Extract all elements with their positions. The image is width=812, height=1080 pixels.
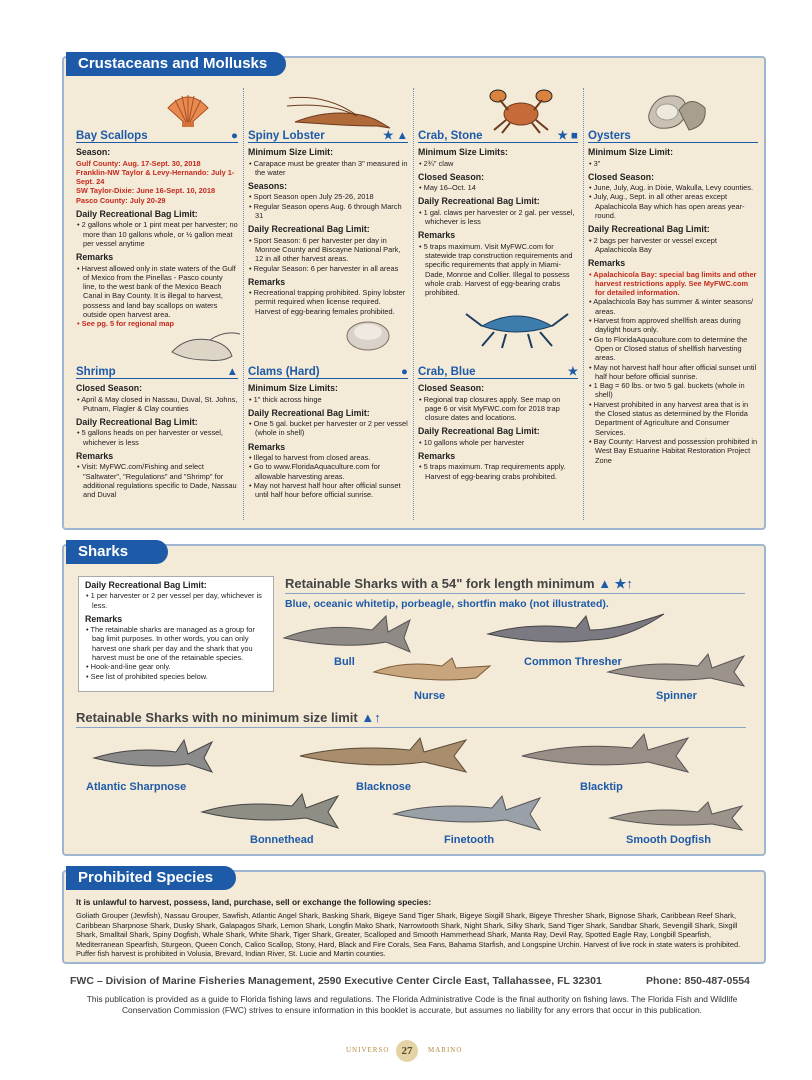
blacknose-icon <box>298 734 468 776</box>
fork-length-title: Retainable Sharks with a 54" fork length minimum ▲ ★↑ <box>285 576 633 591</box>
prohibited-header: Prohibited Species <box>66 866 236 890</box>
blue-crab-icon <box>462 300 572 350</box>
prohibited-list: Goliath Grouper (Jewfish), Nassau Grouper, Sawfish, Atlantic Angel Shark, Basking Shark, Bigeye Sand Tiger Shark, Bigeye Sixgill Shark, Bigeye Thresher Shark, Bignose Shark, Caribbean Reef Shark, Caribbean Sharpnose Shark, Dusky Shark, Galapagos Shark, Lemon Shark, Longfin Mako Shark, Narrowtooth Shark, Night Shark, Silky Shark, Sand Tiger Shark, Sandbar Shark, Sevengill Shark, Sixgill Shark, Smalltail Shark, Spiny Dogfish, Whale Shark, White Shark, Tiger Shark, Greater, Scalloped and Smooth Hammerhead Shark, Manta Ray, Devil Ray, Spotted Eagle Ray, Longbill Spearfish, Mediterranean Spearfish, Sturgeon, Queen Conch, Calico Scallop, Stony, Hard, Black and Fire Corals, Sea Fans, Bahama Starfish, and Longspine Urchin. Harvest of live rock in state waters is prohibited. Puffer fish harvest is prohibited in Volusia, Brevard, Indian River, St. Lucie and Martin counties. <box>76 911 741 959</box>
shark-name-bonnethead: Bonnethead <box>250 834 314 846</box>
divider <box>413 88 414 520</box>
bonnethead-icon <box>200 790 340 832</box>
oyster-icon <box>645 90 707 134</box>
sharks-header: Sharks <box>66 540 168 564</box>
shark-name-spinner: Spinner <box>656 690 697 702</box>
page-footer-left: UNIVERSO <box>346 1046 390 1054</box>
scallop-icon <box>165 92 211 128</box>
lobster-icon <box>285 92 395 132</box>
bay-scallops-title: Bay Scallops ● <box>76 130 238 142</box>
blacktip-icon <box>520 732 690 776</box>
page-footer-right: MARINO <box>428 1046 463 1054</box>
shark-name-bull: Bull <box>334 656 355 668</box>
stone-crab-section: Crab, Stone ★ ■ Minimum Size Limits: • 2¾" claw Closed Season: • May 16–Oct. 14 Daily Recreational Bag Limit: • 1 gal. claws per harvester or 2 gal. per vessel, whichever is less Remarks • 5 traps maximum. Visit MyFWC.com for statewide trap construction requirements and specific requirements that apply in Miami-Dade, Monroe and Collier. Illegal to possess whole crab. Harvest of egg-bearing crabs prohibited. <box>418 132 578 297</box>
spinner-shark-icon <box>606 650 746 690</box>
divider <box>583 88 584 520</box>
footer-phone: Phone: 850-487-0554 <box>646 975 750 987</box>
no-minimum-title: Retainable Sharks with no minimum size limit ▲↑ <box>76 710 381 725</box>
oysters-section: Oysters Minimum Size Limit: • 3" Closed Season: • June, July, Aug. in Dixie, Wakulla, Levy counties. • July, Aug., Sept. in all other areas except Apalachicola Bay which has open areas year-round. Daily Recreational Bag Limit: • 2 bags per harvester or vessel except Apalachicola Bay Remarks • Apalachicola Bay: special bag limits and other harvest restrictions apply. See MyFWC.com for detailed information. • Apalachicola Bay has summer & winter seasons/ areas. • Harvest from approved shellfish areas during daylight hours only. • Go to FloridaAquaculture.com to determine the Open or Closed status of shellfish harvesting areas. • May not harvest half hour after official sunset until half hour before official sunrise. • 1 Bag = 60 lbs. or two 5 gal. buckets (whole in shell) • Harvest prohibited in any harvest area that is in the Closed status as determined by the Florida Department of Agriculture and Consumer Services. • Bay County: Harvest and possession prohibited in West Bay Estuarine Habitat Restoration Project Zone <box>588 132 758 465</box>
blue-crab-section: Crab, Blue ★ Closed Season: • Regional trap closures apply. See map on page 6 or visit MyFWC.com for 2018 trap closure dates and locations. Daily Recreational Bag Limit: • 10 gallons whole per harvester Remarks • 5 traps maximum. Trap requirements apply. Harvest of egg-bearing crabs prohibited. <box>418 368 578 481</box>
oysters-title: Oysters <box>588 132 758 143</box>
crustaceans-header: Crustaceans and Mollusks <box>66 52 286 76</box>
shark-rules-box: Daily Recreational Bag Limit: • 1 per harvester or 2 per vessel per day, whichever is less. Remarks • The retainable sharks are managed as a group for bag limit purposes. In other words, you can only harvest one shark per day and the shark that you harvest must be one of the retainable species. • Hook-and-line gear only. • See list of prohibited species below. <box>78 576 274 692</box>
shark-name-atlantic-sharpnose: Atlantic Sharpnose <box>86 781 187 793</box>
thresher-shark-icon <box>486 612 666 654</box>
clams-section: Clams (Hard) ● Minimum Size Limits: • 1" thick across hinge Daily Recreational Bag Limit: • One 5 gal. bucket per harvester or 2 per vessel (whole in shell) Remarks • Illegal to harvest from closed areas. • Go to www.FloridaAquaculture.com for allowable harvesting areas. • May not harvest half hour after official sunset until half hour before official sunrise. <box>248 368 408 500</box>
shark-name-common-thresher: Common Thresher <box>524 656 622 668</box>
spiny-lobster-title: Spiny Lobster ★ ▲ <box>248 130 408 142</box>
fork-length-subtitle: Blue, oceanic whitetip, porbeagle, shortfin mako (not illustrated). <box>285 598 609 610</box>
shrimp-icon <box>166 330 242 366</box>
clam-icon <box>345 318 391 352</box>
stone-crab-icon <box>488 84 554 134</box>
spiny-lobster-section: Spiny Lobster ★ ▲ Minimum Size Limit: • Carapace must be greater than 3" measured in the water Seasons: • Sport Season open July 25-26, 2018 • Regular Season opens Aug. 6 through March 31 Daily Recreational Bag Limit: • Sport Season: 6 per harvester per day in Monroe County and Biscayne National Park, 12 in all other harvest areas. • Regular Season: 6 per harvester in all areas Remarks • Recreational trapping prohibited. Spiny lobster permit required when license required. Harvest of egg-bearing females prohibited. <box>248 132 408 316</box>
footer-contact: FWC – Division of Marine Fisheries Management, 2590 Executive Center Circle East, Tallahassee, FL 32301 <box>70 975 602 987</box>
bull-shark-icon <box>282 612 412 656</box>
page-number: 27 <box>396 1040 418 1062</box>
bay-scallops-section: Bay Scallops ● Season: Gulf County: Aug. 17-Sept. 30, 2018 Franklin-NW Taylor & Levy-Hernando: July 1-Sept. 24 SW Taylor-Dixie: June 16-Sept. 10, 2018 Pasco County: July 20-29 Daily Recreational Bag Limit: • 2 gallons whole or 1 pint meat per harvester; no more than 10 gallons whole, or ½ gallon meat per vessel anytime Remarks • Harvest allowed only in state waters of the Gulf of Mexico from the Pinellas - Pasco county line, to the west bank of the Mexico Beach Canal in Bay County. It is illegal to harvest, possess and land bay scallops on waters outside open harvest area. • See pg. 5 for regional map <box>76 132 238 329</box>
shark-name-smooth-dogfish: Smooth Dogfish <box>626 834 711 846</box>
blue-crab-title: Crab, Blue ★ <box>418 366 578 378</box>
clams-title: Clams (Hard) ● <box>248 366 408 378</box>
regional-map-link[interactable]: • See pg. 5 for regional map <box>76 319 238 328</box>
smooth-dogfish-icon <box>608 798 744 834</box>
nurse-shark-icon <box>372 652 492 688</box>
stone-crab-title: Crab, Stone ★ ■ <box>418 130 578 142</box>
disclaimer: This publication is provided as a guide to Florida fishing laws and regulations. The Florida Administrative Code is the final authority on fishing laws. The Florida Fish and Wildlife Conservation Commission (FWC) strives to ensure information in this booklet is accurate, but assumes no liability for any errors that occur in this publication. <box>86 994 738 1015</box>
divider <box>285 593 745 594</box>
shrimp-section: Shrimp ▲ Closed Season: • April & May closed in Nassau, Duval, St. Johns, Putnam, Flagler & Clay counties Daily Recreational Bag Limit: • 5 gallons heads on per harvester or vessel, whichever is less Remarks • Visit: MyFWC.com/Fishing and select "Saltwater", "Regulations" and "Shrimp" for additional regulations specific to Dade, Nassau and Duval <box>76 368 238 500</box>
shark-name-nurse: Nurse <box>414 690 446 702</box>
divider <box>243 88 244 520</box>
prohibited-lead: It is unlawful to harvest, possess, land, purchase, sell or exchange the following species: <box>76 897 432 907</box>
shark-name-blacktip: Blacktip <box>580 781 623 793</box>
shark-name-blacknose: Blacknose <box>356 781 412 793</box>
shark-name-finetooth: Finetooth <box>444 834 495 846</box>
shrimp-title: Shrimp ▲ <box>76 366 238 378</box>
atlantic-sharpnose-icon <box>92 736 214 776</box>
divider <box>76 727 746 728</box>
finetooth-icon <box>392 792 542 834</box>
